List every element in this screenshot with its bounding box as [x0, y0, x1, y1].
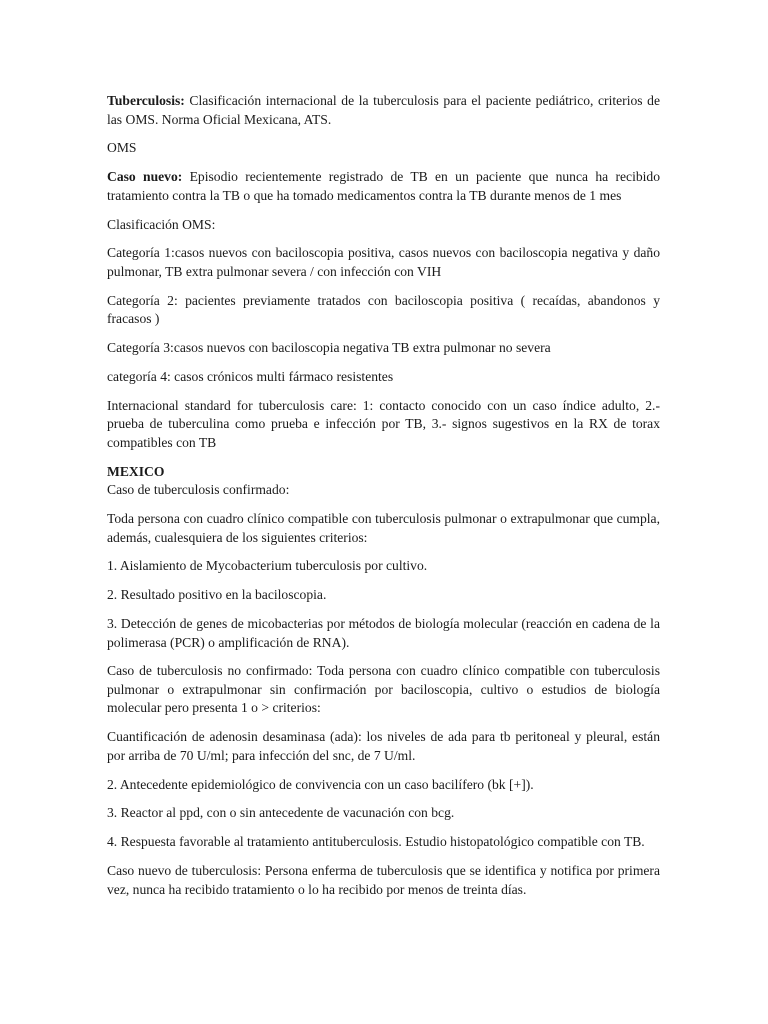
- categoria-4-paragraph: categoría 4: casos crónicos multi fármaco resistentes: [107, 368, 394, 384]
- categoria-2-paragraph: Categoría 2: pacientes previamente tratados con baciloscopia positiva ( recaídas, abandonos y fracasos ): [107, 292, 660, 327]
- caso-confirmado-label: Caso de tuberculosis confirmado:: [107, 482, 290, 498]
- criterio-1-item: 1. Aislamiento de Mycobacterium tuberculosis por cultivo.: [107, 558, 428, 574]
- mexico-heading: MEXICO: [107, 463, 165, 479]
- no-confirmado-criterio-3-item: 3. Reactor al ppd, con o sin antecedente de vacunación con bcg.: [107, 805, 455, 821]
- caso-nuevo-term: Caso nuevo:: [107, 169, 183, 185]
- clasificacion-oms-label: Clasificación OMS:: [107, 216, 216, 232]
- toda-persona-paragraph: Toda persona con cuadro clínico compatible con tuberculosis pulmonar o extrapulmonar que cumpla, además, cualesquiera de los siguientes criterios:: [107, 510, 660, 545]
- document-page: [107, 92, 660, 909]
- caso-nuevo-text: Episodio recientemente registrado de TB en un paciente que nunca ha recibido tratamiento contra la TB o que ha tomado medicamentos contra la TB durante menos de 1 mes: [107, 169, 661, 203]
- categoria-3-paragraph: Categoría 3:casos nuevos con baciloscopia negativa TB extra pulmonar no severa: [107, 340, 551, 356]
- intro-paragraph: [107, 92, 660, 129]
- categoria-1-paragraph: Categoría 1:casos nuevos con baciloscopia positiva, casos nuevos con baciloscopia negativa y daño pulmonar, TB extra pulmonar severa / con infección con VIH: [107, 245, 660, 279]
- oms-heading: OMS: [107, 140, 137, 156]
- criterio-3-item: 3. Detección de genes de micobacterias por métodos de biología molecular (reacción en cadena de la polimerasa (PCR) o amplificación de RNA).: [107, 615, 660, 650]
- international-standard-paragraph: Internacional standard for tuberculosis care: 1: contacto conocido con un caso índice adulto, 2.- prueba de tuberculina como prueba e infección por TB, 3.- signos sugestivos en la RX de torax compatibles con TB: [107, 397, 660, 450]
- cuantificacion-ada-paragraph: Cuantificación de adenosin desaminasa (ada): los niveles de ada para tb peritoneal y pleural, están por arriba de 70 U/ml; para infección del snc, de 7 U/ml.: [107, 729, 660, 763]
- caso-no-confirmado-paragraph: Caso de tuberculosis no confirmado: Toda persona con cuadro clínico compatible con tuberculosis pulmonar o extrapulmonar sin confirmación por baciloscopia, cultivo o estudios de biología molecular pero presenta 1 o > criterios:: [107, 663, 660, 716]
- no-confirmado-criterio-4-item: 4. Respuesta favorable al tratamiento antituberculosis. Estudio histopatológico compatible con TB.: [107, 834, 645, 850]
- caso-nuevo-tb-paragraph: Caso nuevo de tuberculosis: Persona enferma de tuberculosis que se identifica y notifica por primera vez, nunca ha recibido tratamiento o lo ha recibido por menos de treinta días.: [107, 862, 660, 897]
- intro-term: Tuberculosis:: [107, 93, 185, 108]
- intro-text: Clasificación internacional de la tuberculosis para el paciente pediátrico, criterios de las OMS. Norma Oficial Mexicana, ATS.: [107, 93, 660, 127]
- criterio-2-item: 2. Resultado positivo en la baciloscopia.: [107, 587, 327, 603]
- no-confirmado-criterio-2-item: 2. Antecedente epidemiológico de convivencia con un caso bacilífero (bk [+]).: [107, 776, 534, 792]
- caso-nuevo-paragraph: [107, 168, 660, 205]
